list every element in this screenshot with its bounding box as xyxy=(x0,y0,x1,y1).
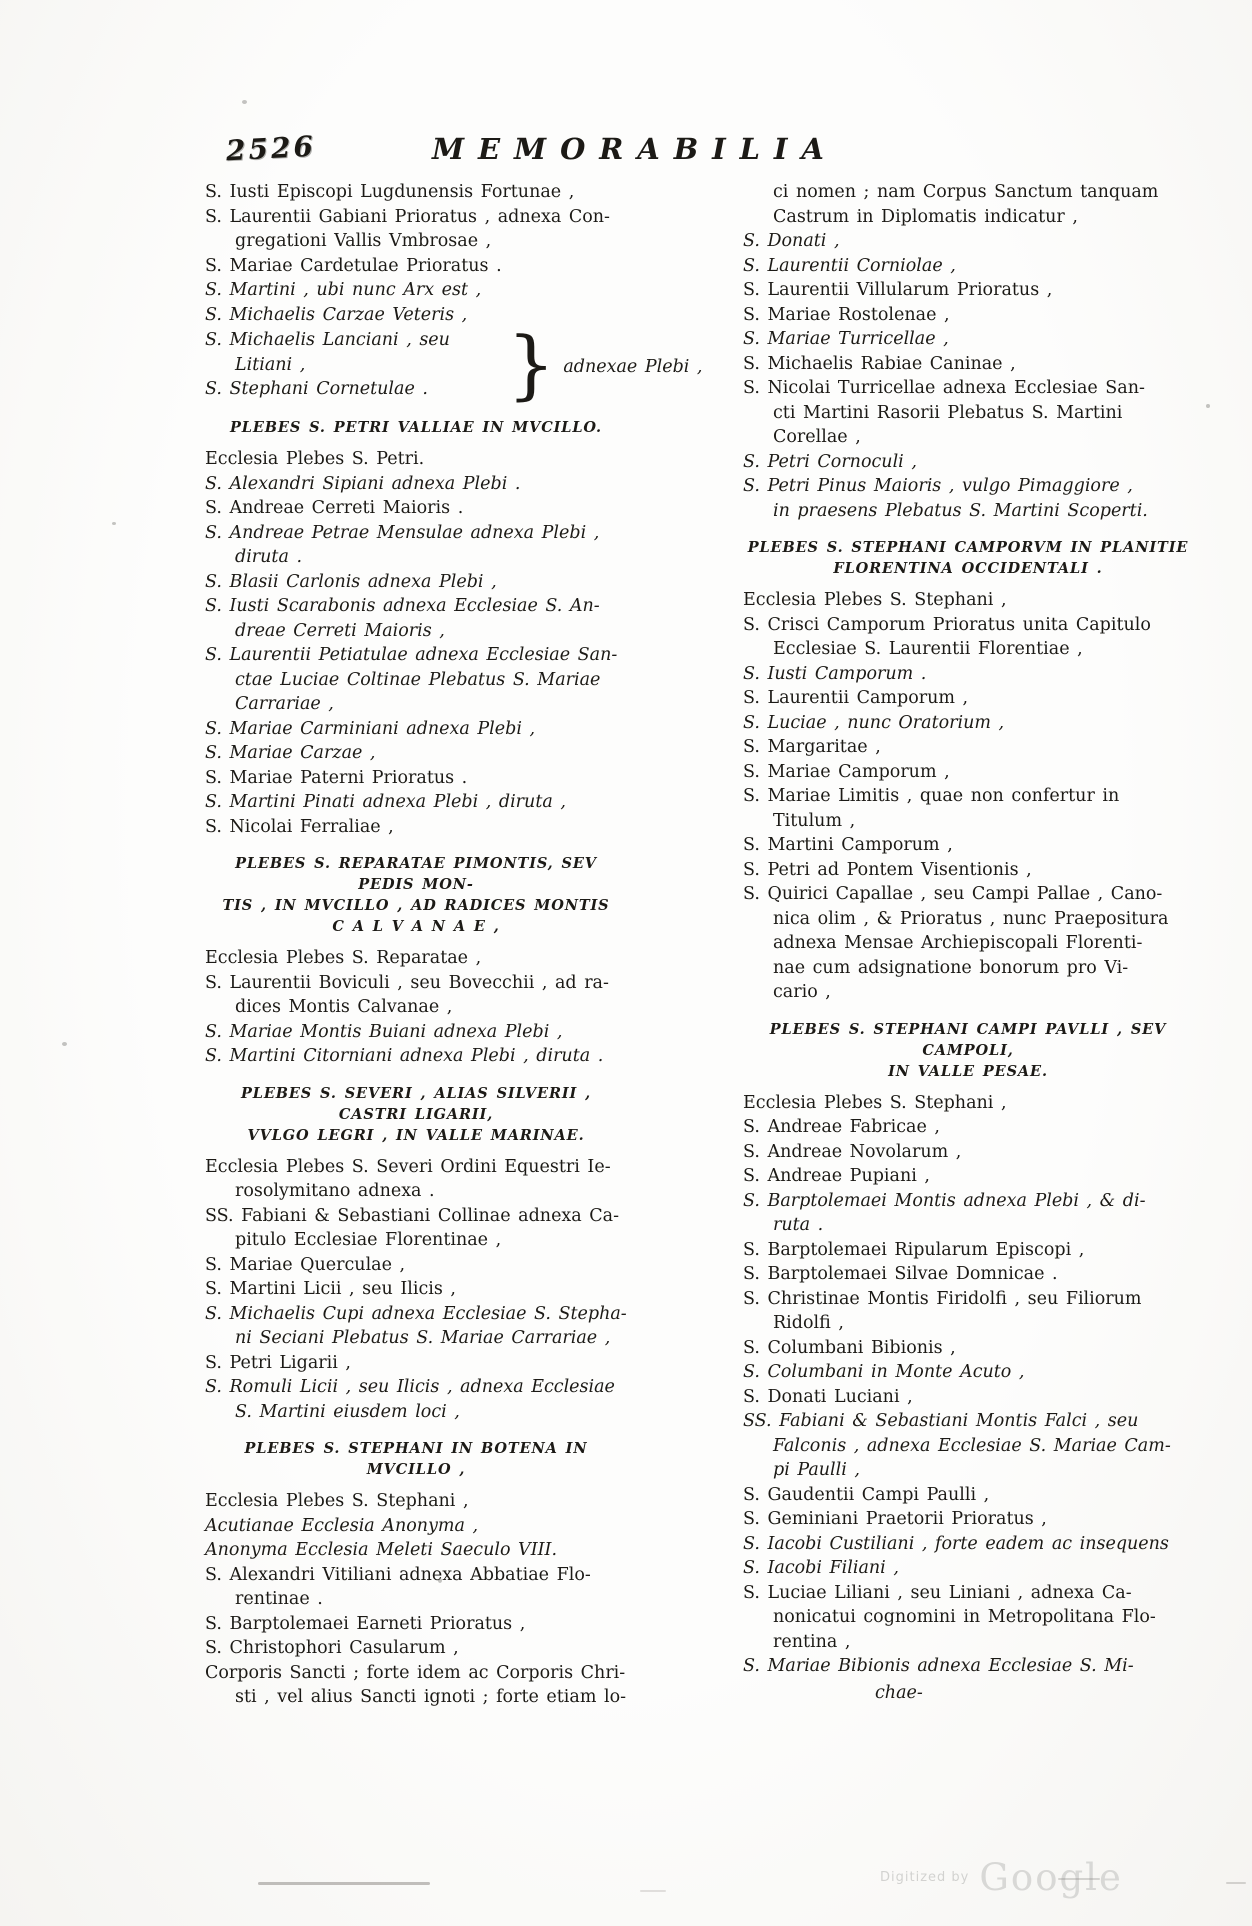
entry-line: ci nomen ; nam Corpus Sanctum tanquam xyxy=(773,182,1159,202)
entry-line: Anonyma Ecclesia Meleti Saeculo VIII. xyxy=(205,1540,558,1560)
entry-line: S. Donati Luciani , xyxy=(743,1386,913,1407)
entry-line: S. Columbani in Monte Acuto , xyxy=(743,1362,1025,1382)
entry-line: pi Paulli , xyxy=(773,1460,860,1480)
scan-artifact-line xyxy=(258,1882,430,1885)
section-heading-line: PLEBES S. SEVERI , ALIAS SILVERII , CASTRI LIGARII, xyxy=(240,1084,592,1123)
scan-speck xyxy=(112,522,116,525)
entry-line: S. Laurentii Gabiani Prioratus , adnexa Con- xyxy=(205,206,610,227)
section-heading-line: C A L V A N A E , xyxy=(332,918,500,935)
entry-line: adnexa Mensae Archiepiscopali Florenti- xyxy=(773,933,1143,953)
entry-line: S. Laurentii Villularum Prioratus , xyxy=(743,280,1053,300)
entry-line: cario , xyxy=(773,982,831,1002)
entry-line: S. Mariae Querculae , xyxy=(205,1254,406,1275)
entry-line: S. Petri Pinus Maioris , vulgo Pimaggiore , xyxy=(743,476,1133,496)
scan-artifact-line xyxy=(640,1890,666,1892)
entry-line: SS. Fabiani & Sebastiani Montis Falci , seu xyxy=(743,1411,1139,1431)
entry-line: S. Iacobi Custiliani , forte eadem ac insequens xyxy=(743,1533,1169,1554)
entry-line: Carrariae , xyxy=(235,694,334,714)
entry-line: S. Alexandri Vitiliani adnexa Abbatiae Flo- xyxy=(205,1564,591,1585)
entry-line: S. Stephani Cornetulae . xyxy=(205,379,428,400)
entry-line: S. Laurentii Boviculi , seu Bovecchii , ad ra- xyxy=(205,972,609,993)
page-number: 2526 xyxy=(225,129,317,168)
section-heading-line: VVLGO LEGRI , IN VALLE MARINAE. xyxy=(247,1126,585,1144)
entry-line: S. Alexandri Sipiani adnexa Plebi . xyxy=(205,473,521,494)
section-heading xyxy=(205,853,627,937)
entry-line: S. Petri Ligarii , xyxy=(205,1352,351,1373)
entry-line: S. Blasii Carlonis adnexa Plebi , xyxy=(205,571,497,592)
entry-line: Ecclesia Plebes S. Stephani , xyxy=(743,590,1007,610)
entry-line: S. Barptolemaei Ripularum Episcopi , xyxy=(743,1239,1085,1260)
entry-line: SS. Fabiani & Sebastiani Collinae adnexa Ca- xyxy=(205,1205,620,1226)
entry-line: Ecclesia Plebes S. Stephani , xyxy=(743,1092,1007,1113)
entry-line: S. Andreae Petrae Mensulae adnexa Plebi , xyxy=(205,522,600,543)
section-heading-line: FLORENTINA OCCIDENTALI . xyxy=(833,560,1103,577)
page-title: MEMORABILIA xyxy=(432,132,838,166)
entry-line: S. Martini Camporum , xyxy=(743,835,953,855)
entry-line: S. Mariae Carminiani adnexa Plebi , xyxy=(205,718,536,739)
entry-line: in praesens Plebatus S. Martini Scoperti. xyxy=(773,500,1148,521)
entry-line: sti , vel alius Sancti ignoti ; forte etiam lo- xyxy=(235,1687,627,1707)
entry-line: diruta . xyxy=(235,547,303,567)
entry-line: S. Mariae Montis Buiani adnexa Plebi , xyxy=(205,1021,563,1042)
entry-line: S. Martini Licii , seu Ilicis , xyxy=(205,1279,456,1299)
entry-line: S. Iacobi Filiani , xyxy=(743,1558,899,1578)
catchword: chae- xyxy=(875,1682,923,1703)
entry-line: S. Iusti Episcopi Lugdunensis Fortunae , xyxy=(205,182,575,202)
section-heading-line: PLEBES S. STEPHANI CAMPORVM IN PLANITIE xyxy=(747,539,1189,556)
entry-line: S. Mariae Rostolenae , xyxy=(743,304,950,325)
entry-line: S. Michaelis Rabiae Caninae , xyxy=(743,353,1016,374)
section-heading-line: PLEBES S. STEPHANI CAMPI PAVLLI , SEV CAMPOLI, xyxy=(769,1020,1167,1059)
entry-line: S. Michaelis Lanciani , seu xyxy=(205,330,450,351)
scan-artifact-line xyxy=(1226,1882,1246,1884)
entry-line: rentina , xyxy=(773,1631,851,1652)
entry-line: rosolymitano adnexa . xyxy=(235,1181,435,1201)
entry-line: S. Mariae Camporum , xyxy=(743,761,950,782)
entry-line: S. Laurentii Petiatulae adnexa Ecclesiae San- xyxy=(205,645,618,665)
entry-line: S. Donati , xyxy=(743,231,840,251)
section-heading-line: PLEBES S. PETRI VALLIAE IN MVCILLO. xyxy=(230,419,602,436)
watermark-brand-logo: Google xyxy=(979,1856,1123,1899)
entry-line: S. Barptolemaei Silvae Domnicae . xyxy=(743,1264,1058,1284)
entry-line: nonicatui cognomini in Metropolitana Flo- xyxy=(773,1607,1156,1627)
scan-speck xyxy=(438,1578,442,1583)
entry-line: nica olim , & Prioratus , nunc Praepositura xyxy=(773,908,1169,929)
entry-line: S. Iusti Scarabonis adnexa Ecclesiae S. An- xyxy=(205,596,600,616)
watermark-prefix: Digitized by xyxy=(880,1870,970,1885)
entry-line: dices Montis Calvanae , xyxy=(235,997,453,1017)
text-column-left xyxy=(205,180,703,1710)
entry-line: S. Barptolemaei Earneti Prioratus , xyxy=(205,1613,526,1634)
scan-speck xyxy=(62,1042,67,1046)
entry-line: ctae Luciae Coltinae Plebatus S. Mariae xyxy=(235,669,601,690)
section-heading-line: IN VALLE PESAE. xyxy=(888,1062,1048,1080)
entry-line: S. Martini , ubi nunc Arx est , xyxy=(205,280,482,300)
entry-line: S. Mariae Turricellae , xyxy=(743,329,949,349)
entry-line: S. Iusti Camporum . xyxy=(743,663,927,684)
entry-line: pitulo Ecclesiae Florentinae , xyxy=(235,1230,502,1250)
entry-line: Corporis Sancti ; forte idem ac Corporis Chri- xyxy=(205,1662,626,1683)
brace-group-label: adnexae Plebi , xyxy=(563,356,703,377)
entry-line: S. Mariae Limitis , quae non confertur in xyxy=(743,786,1120,806)
entry-line: Ridolfi , xyxy=(773,1313,844,1333)
entry-line: S. Luciae Liliani , seu Liniani , adnexa Ca- xyxy=(743,1582,1132,1603)
entry-line: Castrum in Diplomatis indicatur , xyxy=(773,206,1078,227)
entry-line: S. Andreae Fabricae , xyxy=(743,1117,940,1137)
entry-line: S. Mariae Bibionis adnexa Ecclesiae S. Mi- xyxy=(743,1656,1134,1676)
entry-line: S. Luciae , nunc Oratorium , xyxy=(743,712,1005,733)
entry-line: S. Andreae Cerreti Maioris . xyxy=(205,498,464,518)
entry-line: S. Mariae Carzae , xyxy=(205,743,376,763)
section-heading xyxy=(205,1083,627,1146)
entry-line: S. Michaelis Carzae Veteris , xyxy=(205,304,468,325)
entry-line: S. Michaelis Cupi adnexa Ecclesiae S. Stepha- xyxy=(205,1303,627,1324)
entry-line: S. Mariae Paterni Prioratus . xyxy=(205,767,468,788)
brace-group xyxy=(205,320,703,409)
entry-line: S. Geminiani Praetorii Prioratus , xyxy=(743,1509,1047,1529)
scan-artifact-line xyxy=(1058,1878,1100,1880)
entry-line: gregationi Vallis Vmbrosae , xyxy=(235,231,492,251)
entry-line: Falconis , adnexa Ecclesiae S. Mariae Cam- xyxy=(773,1435,1171,1456)
section-heading xyxy=(205,1438,627,1480)
section-heading xyxy=(743,1019,1193,1082)
entry-line: S. Andreae Pupiani , xyxy=(743,1166,930,1186)
entry-line: Ecclesia Plebes S. Reparatae , xyxy=(205,948,482,968)
text-column-right xyxy=(743,180,1193,1705)
entry-line: S. Christophori Casularum , xyxy=(205,1638,459,1658)
entry-line: Ecclesia Plebes S. Stephani , xyxy=(205,1491,469,1511)
entry-line: S. Quirici Capallae , seu Campi Pallae , Cano- xyxy=(743,884,1163,904)
scan-speck xyxy=(1206,404,1210,408)
entry-line: S. Nicolai Ferraliae , xyxy=(205,816,394,837)
entry-line: S. Mariae Cardetulae Prioratus . xyxy=(205,255,502,276)
section-heading-line: TIS , IN MVCILLO , AD RADICES MONTIS xyxy=(222,897,610,914)
scan-speck xyxy=(242,100,247,104)
entry-line: Ecclesiae S. Laurentii Florentiae , xyxy=(773,639,1083,659)
entry-line: S. Margaritae , xyxy=(743,737,881,757)
entry-line: Corellae , xyxy=(773,427,861,447)
brace-group-lines xyxy=(205,328,505,402)
entry-line: S. Petri ad Pontem Visentionis , xyxy=(743,859,1032,880)
entry-line: S. Columbani Bibionis , xyxy=(743,1337,956,1358)
entry-line: S. Barptolemaei Montis adnexa Plebi , & di- xyxy=(743,1190,1146,1211)
entry-line: S. Martini Pinati adnexa Plebi , diruta , xyxy=(205,792,566,812)
section-heading xyxy=(205,417,627,438)
entry-line: cti Martini Rasorii Plebatus S. Martini xyxy=(773,402,1123,423)
entry-line: dreae Cerreti Maioris , xyxy=(235,620,445,641)
entry-line: Ecclesia Plebes S. Petri. xyxy=(205,449,425,469)
entry-line: ruta . xyxy=(773,1215,824,1235)
entry-line: nae cum adsignatione bonorum pro Vi- xyxy=(773,957,1129,978)
entry-line: S. Martini eiusdem loci , xyxy=(235,1401,460,1422)
entry-line: S. Crisci Camporum Prioratus unita Capitulo xyxy=(743,614,1151,635)
entry-line: S. Laurentii Camporum , xyxy=(743,688,969,708)
entry-line: S. Gaudentii Campi Paulli , xyxy=(743,1484,990,1505)
entry-line: S. Nicolai Turricellae adnexa Ecclesiae San- xyxy=(743,378,1145,398)
section-heading-line: PLEBES S. REPARATAE PIMONTIS, SEV PEDIS MON- xyxy=(235,855,597,893)
right-brace-glyph: } xyxy=(507,320,556,409)
section-heading xyxy=(743,537,1193,579)
entry-line: S. Romuli Licii , seu Ilicis , adnexa Ecclesiae xyxy=(205,1377,615,1397)
entry-line: Ecclesia Plebes S. Severi Ordini Equestri Ie- xyxy=(205,1156,611,1177)
entry-line: Acutianae Ecclesia Anonyma , xyxy=(205,1515,479,1536)
entry-line: S. Andreae Novolarum , xyxy=(743,1141,962,1162)
entry-line: ni Seciani Plebatus S. Mariae Carrariae , xyxy=(235,1328,611,1348)
entry-line: S. Laurentii Corniolae , xyxy=(743,255,956,276)
entry-line: Titulum , xyxy=(773,810,856,831)
entry-line: Litiani , xyxy=(235,354,306,375)
entry-line: S. Christinae Montis Firidolfi , seu Filiorum xyxy=(743,1288,1142,1309)
entry-line: S. Martini Citorniani adnexa Plebi , diruta . xyxy=(205,1046,604,1066)
entry-line: S. Petri Cornoculi , xyxy=(743,451,917,472)
section-heading-line: PLEBES S. STEPHANI IN BOTENA IN MVCILLO , xyxy=(244,1440,588,1478)
entry-line: rentinae . xyxy=(235,1589,323,1609)
